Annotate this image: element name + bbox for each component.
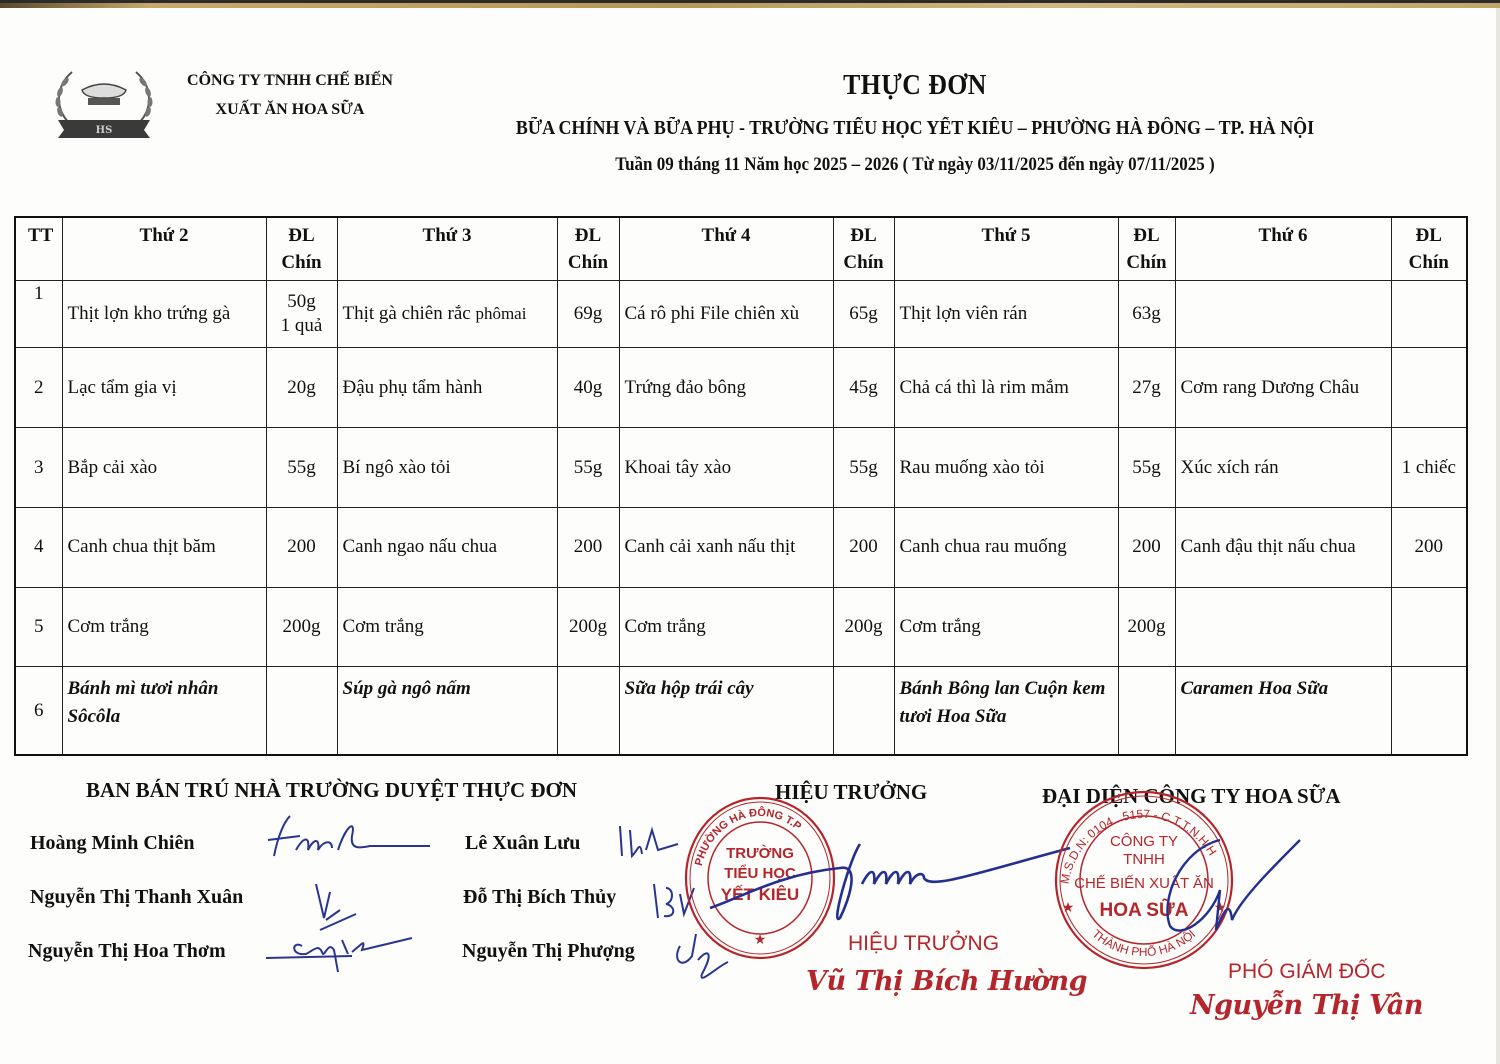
qty-cell [833, 667, 894, 755]
committee-member: Đỗ Thị Bích Thủy [463, 886, 617, 908]
svg-text:TRƯỜNG: TRƯỜNG [726, 845, 794, 862]
qty-cell [557, 667, 619, 755]
header-qty: ĐL Chín [833, 217, 894, 280]
qty-cell: 45g [833, 348, 894, 428]
header-qty: ĐL Chín [557, 217, 619, 280]
header-qty: ĐL Chín [266, 217, 337, 280]
dish-cell: Thịt lợn kho trứng gà [62, 280, 266, 348]
principal-title: HIỆU TRƯỞNG [848, 932, 1000, 955]
qty-cell: 65g [833, 280, 894, 348]
principal-name: Vũ Thị Bích Hường [806, 966, 1088, 997]
company-name-line1: CÔNG TY TNHH CHẾ BIẾN [187, 72, 393, 89]
dish-cell [1175, 587, 1391, 667]
signature-section [0, 770, 1500, 1064]
qty-cell: 55g [1118, 428, 1175, 508]
company-name [160, 66, 420, 124]
qty-cell [1391, 280, 1467, 348]
principal-signature-icon [700, 828, 1080, 938]
company-name-line2: XUẤT ĂN HOA SỮA [215, 101, 365, 118]
qty-cell: 1 chiếc [1391, 428, 1467, 508]
handwritten-signature-icon [262, 920, 422, 980]
document-title-block [420, 68, 1410, 178]
qty-cell [1391, 667, 1467, 755]
svg-text:★: ★ [753, 931, 767, 947]
table-row [15, 587, 1467, 667]
laurel-wreath-icon [52, 64, 156, 142]
row-number: 3 [15, 428, 62, 508]
table-row [15, 348, 1467, 428]
row-number: 1 [15, 280, 62, 348]
company-rep-heading: ĐẠI DIỆN CÔNG TY HOA SỮA [1042, 784, 1341, 808]
committee-heading: BAN BÁN TRÚ NHÀ TRƯỜNG DUYỆT THỰC ĐƠN [86, 778, 578, 802]
qty-cell: 200 [557, 507, 619, 587]
company-rep-signature-icon [1120, 830, 1310, 950]
dish-cell: Lạc tẩm gia vị [62, 348, 266, 428]
dish-cell: Khoai tây xào [619, 428, 833, 508]
company-rep-title: PHÓ GIÁM ĐỐC [1228, 960, 1386, 983]
qty-cell: 20g [266, 348, 337, 428]
snack-cell: Bánh mì tươi nhân Sôcôla [62, 667, 266, 755]
qty-cell: 40g [557, 348, 619, 428]
dish-cell: Trứng đảo bông [619, 348, 833, 428]
qty-cell: 200 [833, 507, 894, 587]
row-number: 2 [15, 348, 62, 428]
committee-member: Nguyễn Thị Hoa Thơm [28, 940, 226, 962]
qty-cell: 200 [1391, 507, 1467, 587]
paper-top-shadow [0, 0, 1500, 3]
header-qty: ĐL Chín [1391, 217, 1467, 280]
dish-cell: Bắp cải xào [62, 428, 266, 508]
document-subtitle: BỮA CHÍNH VÀ BỮA PHỤ - TRƯỜNG TIỂU HỌC YẾT KIÊU – PHƯỜNG HÀ ĐÔNG – TP. HÀ NỘI [515, 118, 1315, 139]
company-rep-name: Nguyễn Thị Vân [1190, 990, 1424, 1021]
snack-cell: Sữa hộp trái cây [619, 667, 833, 755]
dish-cell: Canh chua thịt băm [62, 507, 266, 587]
row-number: 5 [15, 587, 62, 667]
qty-cell [266, 667, 337, 755]
svg-text:★: ★ [1061, 899, 1075, 915]
qty-cell: 200g [1118, 587, 1175, 667]
dish-cell: Bí ngô xào tỏi [337, 428, 557, 508]
qty-cell: 200g [557, 587, 619, 667]
header-tt: TT [15, 217, 62, 280]
dish-cell: Cơm trắng [894, 587, 1118, 667]
dish-cell: Cơm trắng [337, 587, 557, 667]
handwritten-signature-icon [260, 806, 440, 866]
committee-member: Lê Xuân Lưu [465, 832, 581, 854]
svg-text:HS: HS [95, 125, 113, 136]
table-row [15, 507, 1467, 587]
dish-cell [1175, 280, 1391, 348]
dish-cell: Canh cải xanh nấu thịt [619, 507, 833, 587]
qty-cell: 55g [557, 428, 619, 508]
header-day-mon: Thứ 2 [62, 217, 266, 280]
table-row-snack [15, 667, 1467, 755]
row-number: 6 [15, 667, 62, 755]
row-number: 4 [15, 507, 62, 587]
svg-text:TIỂU HỌC: TIỂU HỌC [724, 865, 796, 882]
dish-cell: Cá rô phi File chiên xù [619, 280, 833, 348]
dish-cell: Canh ngao nấu chua [337, 507, 557, 587]
svg-text:M.S.D.N: 0104...5157 - C.T.T.N: M.S.D.N: 0104...5157 - C.T.T.N.H.H [1057, 806, 1220, 886]
dish-cell: Thịt lợn viên rán [894, 280, 1118, 348]
qty-cell: 63g [1118, 280, 1175, 348]
qty-cell: 55g [266, 428, 337, 508]
table-header-row [15, 217, 1467, 280]
dish-cell: Xúc xích rán [1175, 428, 1391, 508]
svg-text:HOA SỮA: HOA SỮA [1099, 900, 1189, 921]
qty-cell: 200 [1118, 507, 1175, 587]
dish-cell: Canh chua rau muống [894, 507, 1118, 587]
qty-cell: 200 [266, 507, 337, 587]
snack-cell: Súp gà ngô nấm [337, 667, 557, 755]
week-range: Tuần 09 tháng 11 Năm học 2025 – 2026 ( Từ ngày 03/11/2025 đến ngày 07/11/2025 ) [615, 155, 1215, 175]
svg-text:★: ★ [1213, 899, 1227, 915]
dish-cell: Đậu phụ tẩm hành [337, 348, 557, 428]
handwritten-signature-icon [612, 820, 682, 864]
header-qty: ĐL Chín [1118, 217, 1175, 280]
qty-cell: 27g [1118, 348, 1175, 428]
svg-text:PHƯỜNG HÀ ĐÔNG T.P: PHƯỜNG HÀ ĐÔNG T.P [692, 806, 804, 868]
committee-member: Hoàng Minh Chiên [30, 832, 195, 854]
header-day-wed: Thứ 4 [619, 217, 833, 280]
qty-cell: 200g [266, 587, 337, 667]
company-logo [52, 64, 156, 142]
table-row [15, 428, 1467, 508]
qty-cell: 55g [833, 428, 894, 508]
committee-member: Nguyễn Thị Thanh Xuân [30, 886, 244, 908]
svg-text:TNHH: TNHH [1123, 851, 1165, 868]
qty-cell: 200g [833, 587, 894, 667]
svg-text:CÔNG TY: CÔNG TY [1109, 833, 1179, 850]
principal-heading: HIỆU TRƯỞNG [775, 780, 928, 804]
snack-cell: Bánh Bông lan Cuộn kem tươi Hoa Sữa [894, 667, 1118, 755]
header-day-fri: Thứ 6 [1175, 217, 1391, 280]
qty-cell: 50g 1 quả [266, 280, 337, 348]
header-day-thu: Thứ 5 [894, 217, 1118, 280]
table-row [15, 280, 1467, 348]
svg-text:CHẾ BIẾN XUẤT ĂN: CHẾ BIẾN XUẤT ĂN [1074, 875, 1214, 892]
qty-cell [1391, 587, 1467, 667]
dish-cell: Chả cá thì là rim mắm [894, 348, 1118, 428]
menu-table [14, 216, 1468, 756]
dish-cell: Cơm trắng [619, 587, 833, 667]
qty-cell [1118, 667, 1175, 755]
header-day-tue: Thứ 3 [337, 217, 557, 280]
dish-cell: Cơm rang Dương Châu [1175, 348, 1391, 428]
dish-cell: Cơm trắng [62, 587, 266, 667]
dish-cell: Canh đậu thịt nấu chua [1175, 507, 1391, 587]
document-title: THỰC ĐƠN [843, 70, 987, 101]
qty-cell: 69g [557, 280, 619, 348]
dish-cell: Thịt gà chiên rắc phômai [337, 280, 557, 348]
snack-cell: Caramen Hoa Sữa [1175, 667, 1391, 755]
dish-cell: Rau muống xào tỏi [894, 428, 1118, 508]
svg-text:YẾT KIÊU: YẾT KIÊU [720, 885, 800, 904]
svg-text:THÀNH PHỐ HÀ NỘI: THÀNH PHỐ HÀ NỘI [1089, 926, 1199, 960]
committee-member: Nguyễn Thị Phượng [462, 940, 635, 962]
qty-cell [1391, 348, 1467, 428]
